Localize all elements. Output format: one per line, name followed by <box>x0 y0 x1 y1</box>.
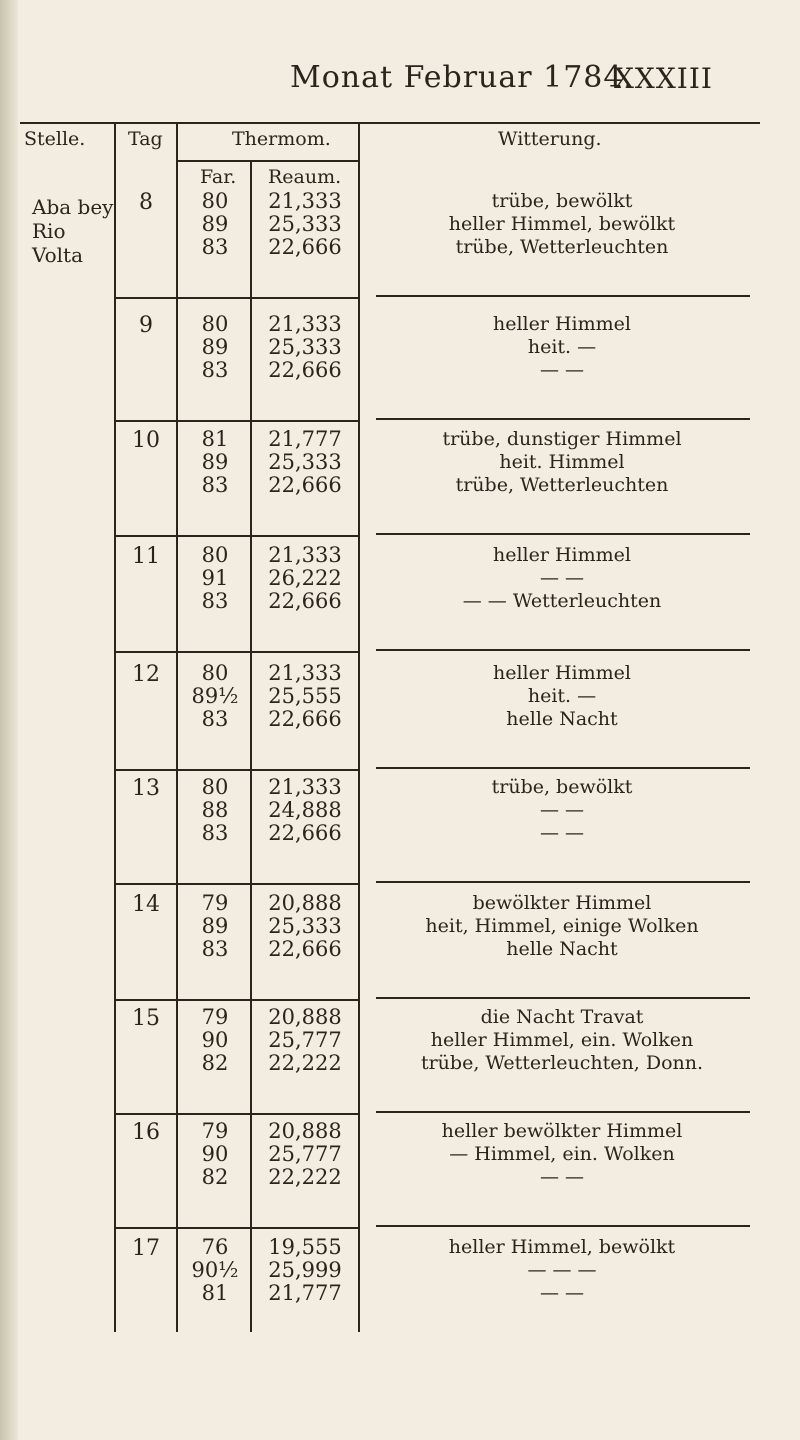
row-divider <box>114 883 360 885</box>
reaumur-reading: 20,888 <box>268 891 342 915</box>
reaumur-reading: 25,777 <box>268 1142 342 1166</box>
weather-observation: trübe, Wetterleuchten <box>455 474 669 496</box>
column-header-fahrenheit: Far. <box>200 166 237 188</box>
weather-observation: heller Himmel <box>492 313 631 335</box>
reaumur-cell <box>250 776 360 845</box>
fahrenheit-reading: 81 <box>201 1281 229 1305</box>
reaumur-reading: 21,777 <box>268 1281 342 1305</box>
weather-observation: trübe, Wetterleuchten, Donn. <box>420 1052 704 1074</box>
fahrenheit-reading: 88 <box>201 798 229 822</box>
weather-observation: helle Nacht <box>506 938 618 960</box>
weather-observation: — — — <box>527 1259 597 1281</box>
row-divider <box>114 1113 360 1115</box>
weather-observation: — — <box>539 799 585 821</box>
weather-observation: heller Himmel, bewölkt <box>448 213 676 235</box>
reaumur-cell <box>250 544 360 613</box>
fahrenheit-reading: 80 <box>201 312 229 336</box>
reaumur-reading: 22,666 <box>268 473 342 497</box>
weather-divider <box>376 1111 750 1113</box>
fahrenheit-cell <box>175 428 255 497</box>
reaumur-cell <box>250 1006 360 1075</box>
weather-observation: heller Himmel, ein. Wolken <box>430 1029 694 1051</box>
weather-observation: trübe, Wetterleuchten <box>455 236 669 258</box>
day-cell: 9 <box>139 313 153 338</box>
fahrenheit-reading: 89½ <box>191 684 239 708</box>
day-cell: 12 <box>132 662 160 687</box>
fahrenheit-reading: 82 <box>201 1165 229 1189</box>
day-cell: 16 <box>132 1120 160 1145</box>
fahrenheit-reading: 90 <box>201 1142 229 1166</box>
reaumur-reading: 21,777 <box>268 427 342 451</box>
fahrenheit-reading: 79 <box>201 1119 229 1143</box>
weather-log-table <box>20 122 760 1332</box>
row-divider <box>114 769 360 771</box>
reaumur-cell <box>250 190 360 259</box>
weather-observation: heit, Himmel, einige Wolken <box>425 915 699 937</box>
weather-divider <box>376 881 750 883</box>
reaumur-reading: 26,222 <box>268 566 342 590</box>
weather-observation: trübe, dunstiger Himmel <box>442 428 682 450</box>
page-folio: XXXIII <box>614 62 713 95</box>
reaumur-reading: 25,333 <box>268 450 342 474</box>
reaumur-reading: 25,333 <box>268 914 342 938</box>
weather-cell <box>372 1236 752 1305</box>
column-header-reaumur: Reaum. <box>268 166 342 188</box>
weather-cell <box>372 1006 752 1075</box>
fahrenheit-reading: 91 <box>201 566 229 590</box>
weather-observation: — — <box>539 1282 585 1304</box>
weather-observation: heller Himmel, bewölkt <box>448 1236 676 1258</box>
weather-cell <box>372 1120 752 1189</box>
weather-cell <box>372 313 752 382</box>
weather-observation: — Himmel, ein. Wolken <box>449 1143 675 1165</box>
location-line: Rio <box>32 219 66 243</box>
reaumur-cell <box>250 892 360 961</box>
reaumur-reading: 22,666 <box>268 937 342 961</box>
fahrenheit-reading: 80 <box>201 189 229 213</box>
day-cell: 13 <box>132 776 160 801</box>
reaumur-reading: 22,666 <box>268 707 342 731</box>
fahrenheit-reading: 80 <box>201 775 229 799</box>
reaumur-cell <box>250 313 360 382</box>
column-header-weather: Witterung. <box>498 128 602 150</box>
weather-cell <box>372 662 752 731</box>
fahrenheit-cell <box>175 662 255 731</box>
weather-divider <box>376 649 750 651</box>
fahrenheit-reading: 80 <box>201 543 229 567</box>
day-cell: 8 <box>139 190 153 215</box>
reaumur-reading: 25,777 <box>268 1028 342 1052</box>
fahrenheit-reading: 83 <box>201 589 229 613</box>
weather-cell <box>372 190 752 259</box>
weather-observation: — — Wetterleuchten <box>462 590 662 612</box>
page-header <box>0 56 800 106</box>
weather-observation: — — <box>539 359 585 381</box>
reaumur-cell <box>250 1236 360 1305</box>
weather-cell <box>372 428 752 497</box>
reaumur-reading: 21,333 <box>268 775 342 799</box>
fahrenheit-cell <box>175 313 255 382</box>
reaumur-reading: 25,333 <box>268 335 342 359</box>
reaumur-reading: 21,333 <box>268 543 342 567</box>
day-cell: 10 <box>132 428 160 453</box>
fahrenheit-cell <box>175 1236 255 1305</box>
weather-cell <box>372 544 752 613</box>
day-cell: 14 <box>132 892 160 917</box>
reaumur-reading: 22,666 <box>268 235 342 259</box>
row-divider <box>114 535 360 537</box>
reaumur-reading: 21,333 <box>268 661 342 685</box>
weather-observation: trübe, bewölkt <box>491 190 633 212</box>
column-header-thermometer: Thermom. <box>232 128 331 150</box>
row-divider <box>114 651 360 653</box>
row-divider <box>114 297 360 299</box>
weather-divider <box>376 767 750 769</box>
weather-observation: — — <box>539 822 585 844</box>
reaumur-cell <box>250 1120 360 1189</box>
fahrenheit-reading: 83 <box>201 358 229 382</box>
fahrenheit-cell <box>175 544 255 613</box>
weather-observation: heit. Himmel <box>499 451 625 473</box>
fahrenheit-reading: 79 <box>201 1005 229 1029</box>
page-title: Monat Februar 1784. <box>290 60 635 95</box>
fahrenheit-reading: 83 <box>201 707 229 731</box>
day-cell: 15 <box>132 1006 160 1031</box>
day-cell: 11 <box>132 544 160 569</box>
fahrenheit-reading: 90½ <box>191 1258 239 1282</box>
weather-observation: heit. — <box>527 685 597 707</box>
weather-observation: trübe, bewölkt <box>491 776 633 798</box>
weather-observation: heller Himmel <box>492 544 631 566</box>
fahrenheit-reading: 89 <box>201 914 229 938</box>
fahrenheit-reading: 83 <box>201 473 229 497</box>
fahrenheit-cell <box>175 1006 255 1075</box>
reaumur-reading: 25,333 <box>268 212 342 236</box>
thermometer-subheader-rule <box>178 160 358 162</box>
row-divider <box>114 999 360 1001</box>
column-header-day: Tag <box>128 128 163 150</box>
table-top-rule <box>20 122 760 124</box>
reaumur-reading: 20,888 <box>268 1005 342 1029</box>
column-header-location: Stelle. <box>24 128 86 150</box>
weather-observation: heller bewölkter Himmel <box>441 1120 683 1142</box>
weather-observation: helle Nacht <box>506 708 618 730</box>
fahrenheit-reading: 83 <box>201 937 229 961</box>
day-cell: 17 <box>132 1236 160 1261</box>
reaumur-reading: 24,888 <box>268 798 342 822</box>
weather-divider <box>376 1225 750 1227</box>
fahrenheit-reading: 80 <box>201 661 229 685</box>
fahrenheit-cell <box>175 190 255 259</box>
fahrenheit-cell <box>175 776 255 845</box>
fahrenheit-cell <box>175 1120 255 1189</box>
fahrenheit-reading: 90 <box>201 1028 229 1052</box>
weather-observation: die Nacht Travat <box>480 1006 644 1028</box>
weather-observation: bewölkter Himmel <box>472 892 652 914</box>
fahrenheit-reading: 79 <box>201 891 229 915</box>
reaumur-reading: 22,666 <box>268 821 342 845</box>
weather-divider <box>376 418 750 420</box>
fahrenheit-reading: 82 <box>201 1051 229 1075</box>
page-edge <box>0 0 18 1440</box>
location-column-rule <box>114 122 116 1332</box>
weather-divider <box>376 533 750 535</box>
reaumur-cell <box>250 662 360 731</box>
reaumur-reading: 22,666 <box>268 358 342 382</box>
weather-cell <box>372 892 752 961</box>
fahrenheit-reading: 89 <box>201 335 229 359</box>
location-line: Aba bey <box>32 195 114 219</box>
reaumur-reading: 21,333 <box>268 312 342 336</box>
reaumur-reading: 20,888 <box>268 1119 342 1143</box>
weather-observation: — — <box>539 1166 585 1188</box>
weather-observation: heit. — <box>527 336 597 358</box>
fahrenheit-reading: 83 <box>201 821 229 845</box>
weather-observation: heller Himmel <box>492 662 631 684</box>
weather-observation: — — <box>539 567 585 589</box>
reaumur-cell <box>250 428 360 497</box>
fahrenheit-reading: 89 <box>201 212 229 236</box>
reaumur-reading: 25,555 <box>268 684 342 708</box>
reaumur-reading: 25,999 <box>268 1258 342 1282</box>
weather-cell <box>372 776 752 845</box>
fahrenheit-reading: 89 <box>201 450 229 474</box>
weather-divider <box>376 295 750 297</box>
row-divider <box>114 420 360 422</box>
reaumur-reading: 21,333 <box>268 189 342 213</box>
location-line: Volta <box>32 243 84 267</box>
row-divider <box>114 1227 360 1229</box>
fahrenheit-cell <box>175 892 255 961</box>
reaumur-reading: 22,666 <box>268 589 342 613</box>
reaumur-reading: 22,222 <box>268 1051 342 1075</box>
weather-divider <box>376 997 750 999</box>
fahrenheit-reading: 81 <box>201 427 229 451</box>
reaumur-reading: 19,555 <box>268 1235 342 1259</box>
fahrenheit-reading: 83 <box>201 235 229 259</box>
fahrenheit-reading: 76 <box>201 1235 229 1259</box>
reaumur-reading: 22,222 <box>268 1165 342 1189</box>
